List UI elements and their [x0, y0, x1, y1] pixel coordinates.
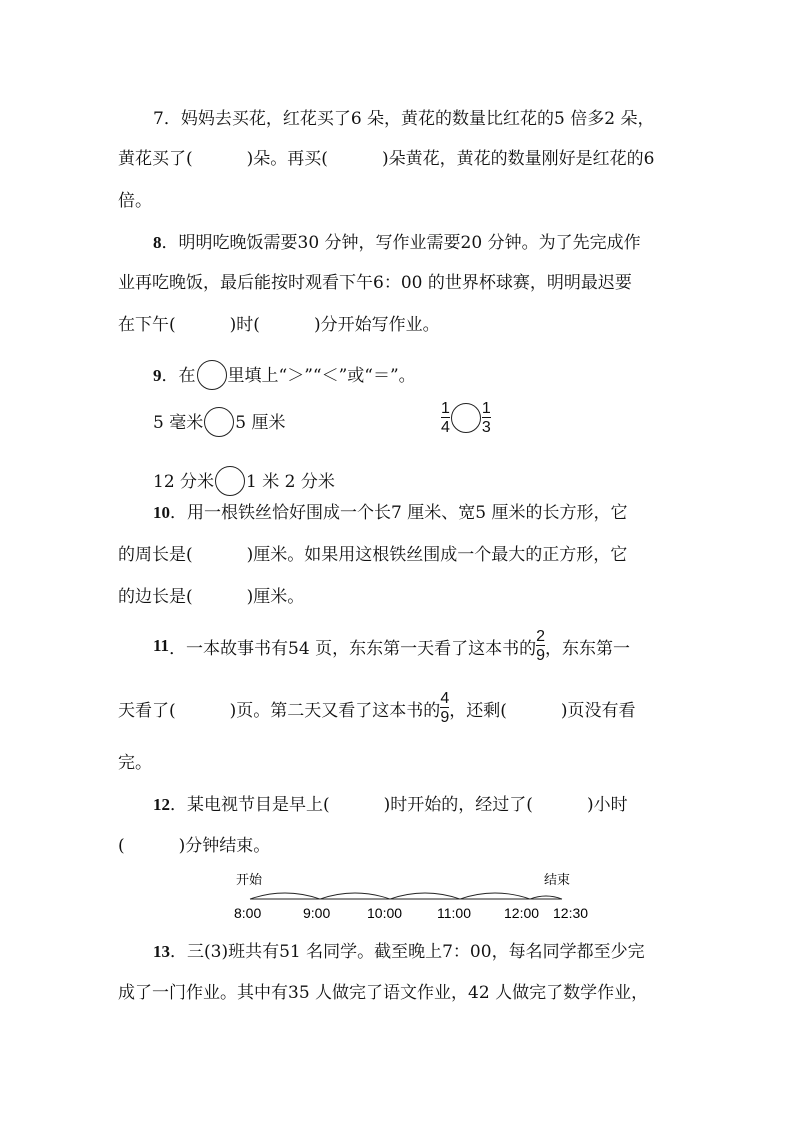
- frac-den: 9: [536, 647, 546, 664]
- q8-line-2: 业再吃晚饭，最后能按时观看下午6：00 的世界杯球赛，明明最迟要: [118, 273, 632, 293]
- q9-number: 9: [153, 366, 162, 385]
- compare-circle-icon[interactable]: [215, 466, 245, 496]
- q9-item3-right: 1 米 2 分米: [246, 472, 335, 492]
- frac-num: 4: [440, 690, 450, 707]
- timeline-arc: [390, 893, 460, 899]
- time-label: 11:00: [437, 905, 471, 921]
- frac-num: 2: [536, 628, 546, 645]
- fraction-4-9: [440, 690, 449, 726]
- time-label: 12:30: [553, 905, 589, 921]
- q7-line-3: 倍。: [118, 191, 152, 211]
- q8-line-1: [153, 232, 641, 254]
- timeline-end-label: 结束: [544, 872, 571, 887]
- timeline-arc: [250, 893, 320, 899]
- q13-line-1: [153, 941, 645, 963]
- time-label: 10:00: [367, 905, 403, 921]
- q8-line-3: 在下午( )时( )分开始写作业。: [118, 315, 440, 335]
- q8-text-1: ．明明吃晚饭需要30 分钟，写作业需要20 分钟。为了先完成作: [161, 233, 641, 253]
- timeline-arc: [460, 893, 530, 899]
- fraction-left: [441, 400, 450, 436]
- q9-item1-right: 5 厘米: [235, 413, 286, 433]
- q10-text-1: ．用一根铁丝恰好围成一个长7 厘米、宽5 厘米的长方形，它: [170, 503, 628, 523]
- compare-circle-icon[interactable]: [204, 407, 234, 437]
- compare-circle-icon[interactable]: [451, 403, 481, 433]
- q11-line-1: [153, 628, 630, 664]
- q11-text-2a: 天看了( )页。第二天又看了这本书的: [118, 700, 441, 721]
- q11-text-2b: ，还剩( )页没有看: [449, 700, 636, 721]
- fraction-right: [482, 400, 491, 436]
- q7-line-2: 黄花买了( )朵。再买( )朵黄花，黄花的数量刚好是红花的6: [118, 149, 655, 169]
- q9-pre: ．在: [161, 366, 196, 386]
- q13-text-1: ．三(3)班共有51 名同学。截至晚上7：00，每名同学都至少完: [170, 942, 645, 962]
- timeline-diagram: [228, 868, 608, 924]
- time-label: 8:00: [234, 905, 262, 921]
- q13-number: 13: [153, 942, 170, 961]
- q13-line-2: 成了一门作业。其中有35 人做完了语文作业，42 人做完了数学作业，: [118, 983, 649, 1003]
- q10-line-2: 的周长是( )厘米。如果用这根铁丝围成一个最大的正方形，它: [118, 545, 628, 565]
- frac-den: 9: [440, 709, 450, 726]
- frac-num: 1: [481, 400, 491, 417]
- time-label: 9:00: [303, 905, 331, 921]
- q11-text-1b: ，东东第一: [545, 638, 631, 659]
- q10-line-1: [153, 502, 627, 524]
- q12-text-1: ．某电视节目是早上( )时开始的，经过了( )小时: [170, 795, 628, 815]
- q11-line-2: [118, 690, 636, 726]
- q12-number: 12: [153, 795, 170, 814]
- q9-item3-left: 12 分米: [153, 472, 215, 492]
- time-label: 12:00: [504, 905, 540, 921]
- q10-number: 10: [153, 503, 170, 522]
- q12-line-2: ( )分钟结束。: [118, 836, 271, 856]
- frac-den: 3: [481, 419, 491, 436]
- timeline-start-label: 开始: [236, 872, 263, 887]
- q9-item-3: [153, 466, 335, 496]
- frac-den: 4: [441, 419, 450, 436]
- q9-item-2: [441, 400, 491, 436]
- q9-item-1: [153, 407, 285, 437]
- timeline-arc: [320, 893, 390, 899]
- q11-number: 11: [153, 636, 170, 655]
- q10-line-3: 的边长是( )厘米。: [118, 587, 305, 607]
- q9-post: 里填上“＞”“＜”或“＝”。: [227, 366, 416, 386]
- blank-circle-icon: [197, 360, 227, 390]
- q11-text-1a: ．一本故事书有54 页，东东第一天看了这本书的: [169, 638, 537, 659]
- frac-num: 1: [441, 400, 450, 417]
- q9-instruction: [153, 360, 416, 390]
- q11-line-3: 完。: [118, 753, 152, 773]
- q9-item1-left: 5 毫米: [153, 413, 204, 433]
- q12-line-1: [153, 794, 628, 816]
- q8-number: 8: [153, 233, 162, 252]
- q7-line-1: 7．妈妈去买花，红花买了6 朵，黄花的数量比红花的5 倍多2 朵，: [153, 109, 655, 129]
- fraction-2-9: [536, 628, 545, 664]
